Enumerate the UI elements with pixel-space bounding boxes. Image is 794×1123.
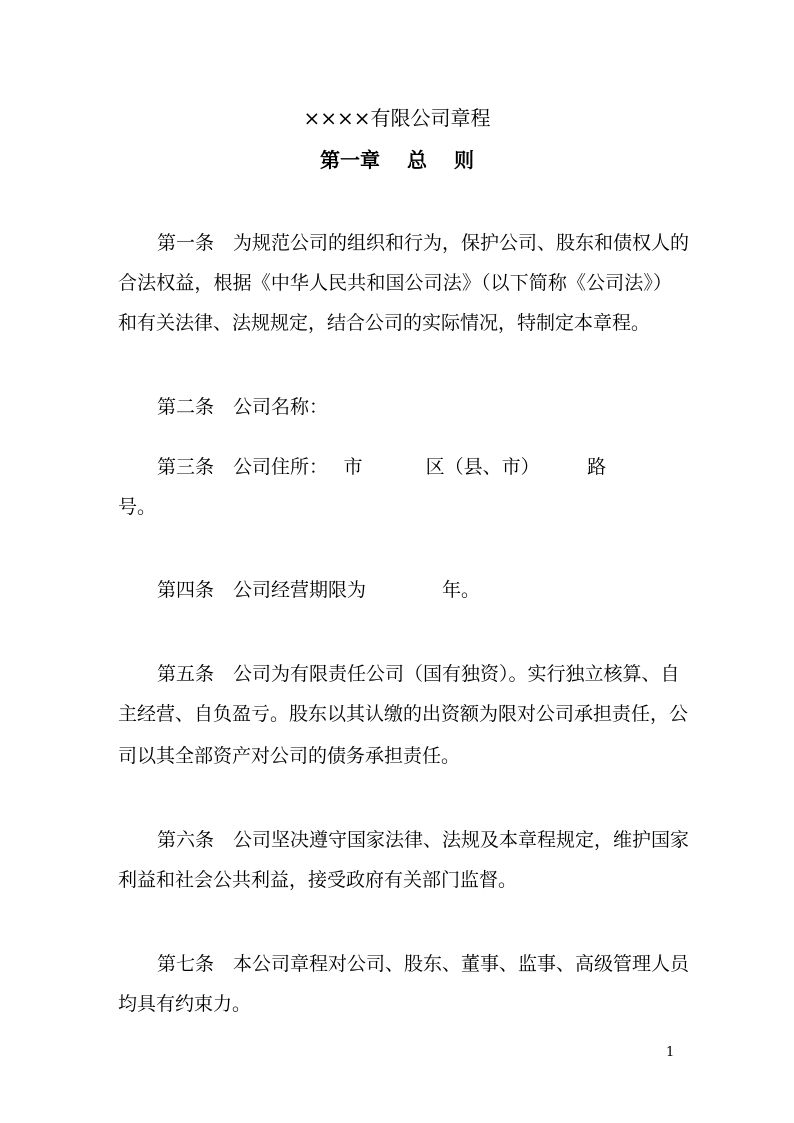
chapter-heading: 第一章 总 则 — [320, 148, 474, 172]
paragraph-line: 第一条 为规范公司的组织和行为，保护公司、股东和债权人的 — [157, 232, 690, 254]
paragraph-line: 司以其全部资产对公司的债务承担责任。 — [118, 745, 461, 767]
paragraph-line: 号。 — [118, 496, 157, 518]
paragraph-line: 第七条 本公司章程对公司、股东、董事、监事、高级管理人员 — [157, 953, 690, 975]
paragraph-line: 第二条 公司名称： — [157, 396, 329, 418]
paragraph-line: 主经营、自负盈亏。股东以其认缴的出资额为限对公司承担责任，公 — [118, 703, 689, 725]
paragraph-line: 和有关法律、法规规定，结合公司的实际情况，特制定本章程。 — [118, 312, 651, 334]
paragraph-line: 均具有约束力。 — [118, 993, 252, 1015]
page-number: 1 — [666, 1045, 675, 1060]
paragraph-line: 第四条 公司经营期限为 年。 — [157, 579, 481, 601]
document-title: ××××有限公司章程 — [303, 106, 491, 130]
paragraph-line: 合法权益，根据《中华人民共和国公司法》（以下简称《公司法》） — [118, 272, 672, 294]
paragraph-line: 第三条 公司住所： 市 区（县、市） 路 — [157, 456, 607, 478]
paragraph-line: 第六条 公司坚决遵守国家法律、法规及本章程规定，维护国家 — [157, 829, 690, 851]
paragraph-line: 第五条 公司为有限责任公司（国有独资）。实行独立核算、自 — [157, 663, 680, 685]
paragraph-line: 利益和社会公共利益，接受政府有关部门监督。 — [118, 869, 518, 891]
